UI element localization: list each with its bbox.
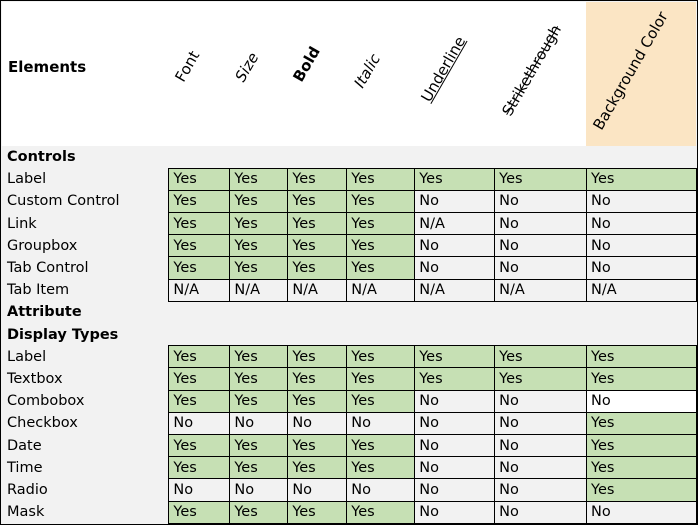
value-cell: Yes [347, 168, 415, 190]
value-cell: Yes [169, 434, 230, 456]
row-label: Radio [2, 479, 169, 501]
value-cell: Yes [347, 390, 415, 412]
row-label: Tab Control [2, 257, 169, 279]
value-cell: No [495, 235, 587, 257]
value-cell: No [587, 390, 697, 412]
value-cell: Yes [169, 257, 230, 279]
blank-cell [288, 301, 347, 323]
value-cell: Yes [347, 434, 415, 456]
value-cell: N/A [415, 213, 495, 235]
value-cell: Yes [495, 168, 587, 190]
value-cell: Yes [169, 390, 230, 412]
blank-cell [169, 301, 230, 323]
elements-title: Elements [8, 58, 87, 76]
row-label: Groupbox [2, 235, 169, 257]
blank-cell [169, 146, 230, 168]
value-cell: No [495, 213, 587, 235]
value-cell: Yes [495, 346, 587, 368]
value-cell: Yes [230, 346, 288, 368]
blank-cell [288, 146, 347, 168]
value-cell: Yes [230, 213, 288, 235]
blank-cell [230, 324, 288, 346]
row-label: Custom Control [2, 190, 169, 212]
value-cell: No [587, 213, 697, 235]
blank-cell [347, 146, 415, 168]
blank-cell [230, 301, 288, 323]
blank-cell [415, 146, 495, 168]
table-row [2, 168, 697, 190]
value-cell: Yes [169, 213, 230, 235]
value-cell: Yes [415, 168, 495, 190]
blank-cell [495, 324, 587, 346]
value-cell: Yes [587, 368, 697, 390]
value-cell: Yes [169, 501, 230, 523]
value-cell: No [288, 479, 347, 501]
value-cell: Yes [169, 346, 230, 368]
value-cell: Yes [230, 257, 288, 279]
value-cell: Yes [415, 368, 495, 390]
value-cell: Yes [288, 257, 347, 279]
column-header-size: Size [231, 49, 263, 85]
section-row [2, 324, 697, 346]
table-row [2, 235, 697, 257]
value-cell: Yes [587, 434, 697, 456]
value-cell: Yes [587, 479, 697, 501]
value-cell: No [415, 390, 495, 412]
value-cell: Yes [288, 390, 347, 412]
value-cell: No [415, 501, 495, 523]
value-cell: Yes [288, 434, 347, 456]
value-cell: No [495, 501, 587, 523]
value-cell: No [415, 479, 495, 501]
value-cell: No [415, 412, 495, 434]
value-cell: Yes [495, 368, 587, 390]
value-cell: Yes [288, 457, 347, 479]
value-cell: No [230, 412, 288, 434]
matrix-table [2, 146, 697, 524]
blank-cell [587, 324, 697, 346]
value-cell: Yes [288, 346, 347, 368]
value-cell: Yes [230, 434, 288, 456]
row-label: Link [2, 213, 169, 235]
value-cell: Yes [347, 368, 415, 390]
column-header-italic: Italic [350, 50, 385, 91]
value-cell: Yes [169, 457, 230, 479]
table-row [2, 213, 697, 235]
value-cell: Yes [415, 346, 495, 368]
table-row [2, 412, 697, 434]
value-cell: No [415, 235, 495, 257]
value-cell: No [347, 479, 415, 501]
value-cell: No [230, 479, 288, 501]
value-cell: No [495, 390, 587, 412]
value-cell: No [415, 457, 495, 479]
column-header-bold: Bold [289, 43, 324, 85]
column-header-strikethrough: Strikethrough [498, 21, 566, 119]
value-cell: Yes [288, 368, 347, 390]
column-header-background-color: Background Color [589, 8, 672, 133]
value-cell: N/A [495, 279, 587, 301]
table-row [2, 390, 697, 412]
section-title-attribute: Attribute [2, 301, 169, 323]
row-label: Checkbox [2, 412, 169, 434]
value-cell: No [495, 434, 587, 456]
blank-cell [587, 301, 697, 323]
value-cell: N/A [587, 279, 697, 301]
value-cell: Yes [230, 368, 288, 390]
value-cell: No [169, 412, 230, 434]
value-cell: N/A [415, 279, 495, 301]
blank-cell [169, 324, 230, 346]
blank-cell [495, 301, 587, 323]
value-cell: Yes [288, 235, 347, 257]
value-cell: Yes [587, 346, 697, 368]
table-row [2, 479, 697, 501]
value-cell: No [347, 412, 415, 434]
value-cell: Yes [587, 412, 697, 434]
value-cell: Yes [230, 457, 288, 479]
value-cell: Yes [347, 457, 415, 479]
value-cell: Yes [169, 368, 230, 390]
value-cell: Yes [347, 190, 415, 212]
row-label: Combobox [2, 390, 169, 412]
value-cell: Yes [288, 213, 347, 235]
row-label: Label [2, 346, 169, 368]
blank-cell [347, 301, 415, 323]
value-cell: Yes [587, 168, 697, 190]
table-row [2, 501, 697, 523]
section-row [2, 301, 697, 323]
value-cell: N/A [288, 279, 347, 301]
value-cell: Yes [347, 213, 415, 235]
value-cell: No [415, 257, 495, 279]
blank-cell [347, 324, 415, 346]
value-cell: No [587, 190, 697, 212]
value-cell: Yes [347, 501, 415, 523]
table-row [2, 368, 697, 390]
blank-cell [230, 146, 288, 168]
value-cell: Yes [230, 190, 288, 212]
value-cell: Yes [169, 235, 230, 257]
table-row [2, 279, 697, 301]
value-cell: Yes [230, 235, 288, 257]
row-label: Tab Item [2, 279, 169, 301]
value-cell: No [495, 479, 587, 501]
row-label: Date [2, 434, 169, 456]
value-cell: No [415, 190, 495, 212]
row-label: Textbox [2, 368, 169, 390]
column-header-font: Font [171, 47, 204, 85]
value-cell: No [587, 501, 697, 523]
section-title-controls: Controls [2, 146, 169, 168]
blank-cell [415, 301, 495, 323]
value-cell: Yes [230, 501, 288, 523]
table-row [2, 346, 697, 368]
value-cell: No [415, 434, 495, 456]
value-cell: Yes [347, 346, 415, 368]
value-cell: No [587, 235, 697, 257]
blank-cell [288, 324, 347, 346]
value-cell: No [587, 257, 697, 279]
value-cell: Yes [288, 190, 347, 212]
value-cell: No [495, 190, 587, 212]
row-label: Label [2, 168, 169, 190]
table-row [2, 257, 697, 279]
value-cell: Yes [347, 235, 415, 257]
row-label: Mask [2, 501, 169, 523]
value-cell: Yes [288, 501, 347, 523]
value-cell: Yes [230, 168, 288, 190]
blank-cell [415, 324, 495, 346]
value-cell: Yes [169, 190, 230, 212]
value-cell: Yes [347, 257, 415, 279]
value-cell: Yes [587, 457, 697, 479]
section-row [2, 146, 697, 168]
value-cell: No [495, 412, 587, 434]
section-title-display-types: Display Types [2, 324, 169, 346]
value-cell: N/A [347, 279, 415, 301]
blank-cell [587, 146, 697, 168]
value-cell: Yes [169, 168, 230, 190]
value-cell: No [495, 457, 587, 479]
table-row [2, 434, 697, 456]
value-cell: N/A [230, 279, 288, 301]
value-cell: Yes [230, 390, 288, 412]
column-header-underline: Underline [417, 33, 470, 106]
value-cell: Yes [288, 168, 347, 190]
table-row [2, 190, 697, 212]
row-label: Time [2, 457, 169, 479]
value-cell: N/A [169, 279, 230, 301]
blank-cell [495, 146, 587, 168]
value-cell: No [288, 412, 347, 434]
value-cell: No [169, 479, 230, 501]
value-cell: No [495, 257, 587, 279]
table-row [2, 457, 697, 479]
